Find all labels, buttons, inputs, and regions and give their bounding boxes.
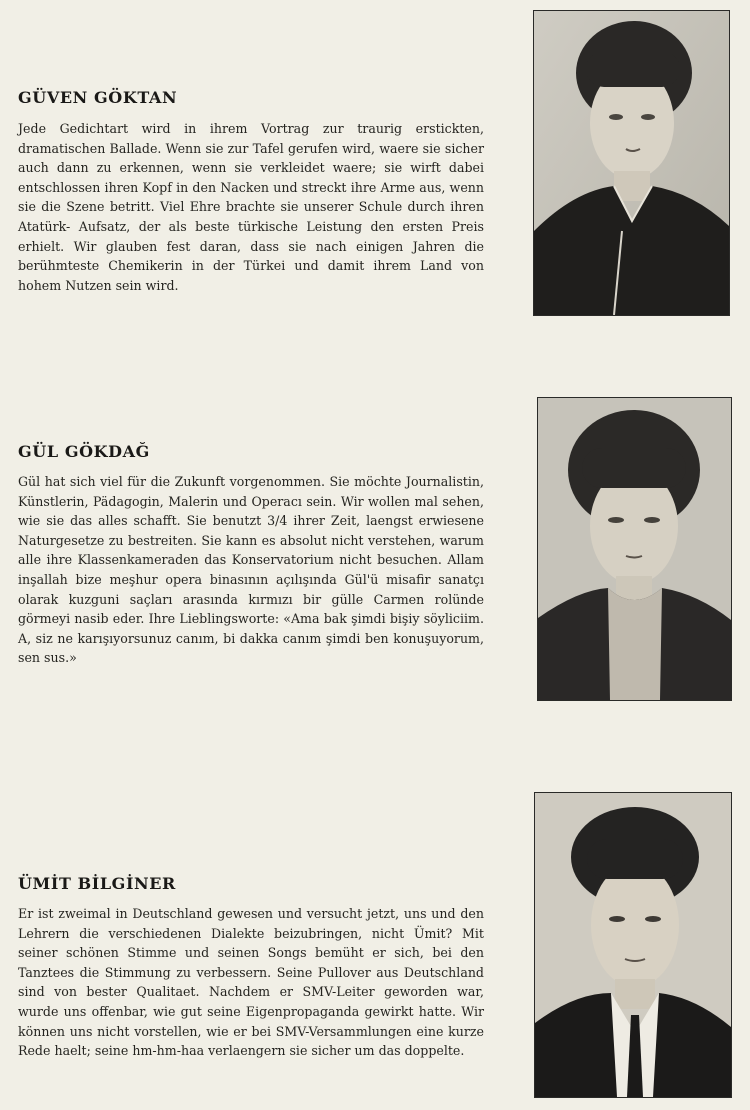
student-name: GÜL GÖKDAĞ — [18, 442, 150, 461]
student-photo — [537, 397, 732, 701]
student-bio: Gül hat sich viel für die Zukunft vorgenommen. Sie möchte Journalistin, Künstlerin, Pädagogin, Malerin und Operacı sein. Wir wollen mal sehen, wie sie das alles schafft. Sie benutzt 3/4 ihrer Zeit, laengst erwiesene Naturgesetze zu bestreiten. Sie kann es absolut nicht verstehen, warum alle ihre Klassenkameraden das Konservatorium nicht besuchen. Allam inşallah bize meşhur opera binasının açılışında Gül'ü misafir sanatçı olarak kuzguni saçları arasında kırmızı bir gülle Carmen rolünde görmeyi nasib eder. Ihre Lieblingsworte: «Ama bak şimdi bişiy söyliciim. A, siz ne karışıyorsunuz canım, bi dakka canım şimdi ben konuşuyorum, sen sus.» — [18, 474, 484, 666]
student-photo — [534, 792, 732, 1098]
student-bio: Er ist zweimal in Deutschland gewesen und versucht jetzt, uns und den Lehrern die verschiedenen Dialekte beizubringen, nicht Ümit? Mit seiner schönen Stimme und seinen Songs bemüht er sich, bei den Tanztees die Stimmung zu verbessern. Seine Pullover aus Deutschland sind von bester Qualitaet. Nachdem er SMV-Leiter geworden war, wurde uns offenbar, wie gut seine Eigenpropaganda gewirkt hatte. Wir können uns nicht vorstellen, wie er bei SMV-Versammlungen eine kurze Rede haelt; seine hm-hm-haa verlaengern sie sicher um das doppelte. — [18, 906, 484, 1059]
student-bio: Jede Gedichtart wird in ihrem Vortrag zur traurig erstickten, dramatischen Ballade. Wenn sie zur Tafel gerufen wird, waere sie sicher auch dann zu erkennen, wenn sie verkleidet waere; sie wirft dabei entschlossen ihren Kopf in den Nacken und streckt ihre Arme aus, wenn sie die Szene betritt. Viel Ehre brachte sie unserer Schule durch ihren Atatürk- Aufsatz, der als beste türkische Leistung den ersten Preis erhielt. Wir glauben fest daran, dass sie nach einigen Jahren die berühmteste Chemikerin in der Türkei und damit ihrem Land von hohem Nutzen sein wird. — [18, 121, 484, 293]
student-name: GÜVEN GÖKTAN — [18, 88, 178, 107]
student-name: ÜMİT BİLGİNER — [18, 874, 176, 893]
student-photo — [533, 10, 730, 316]
